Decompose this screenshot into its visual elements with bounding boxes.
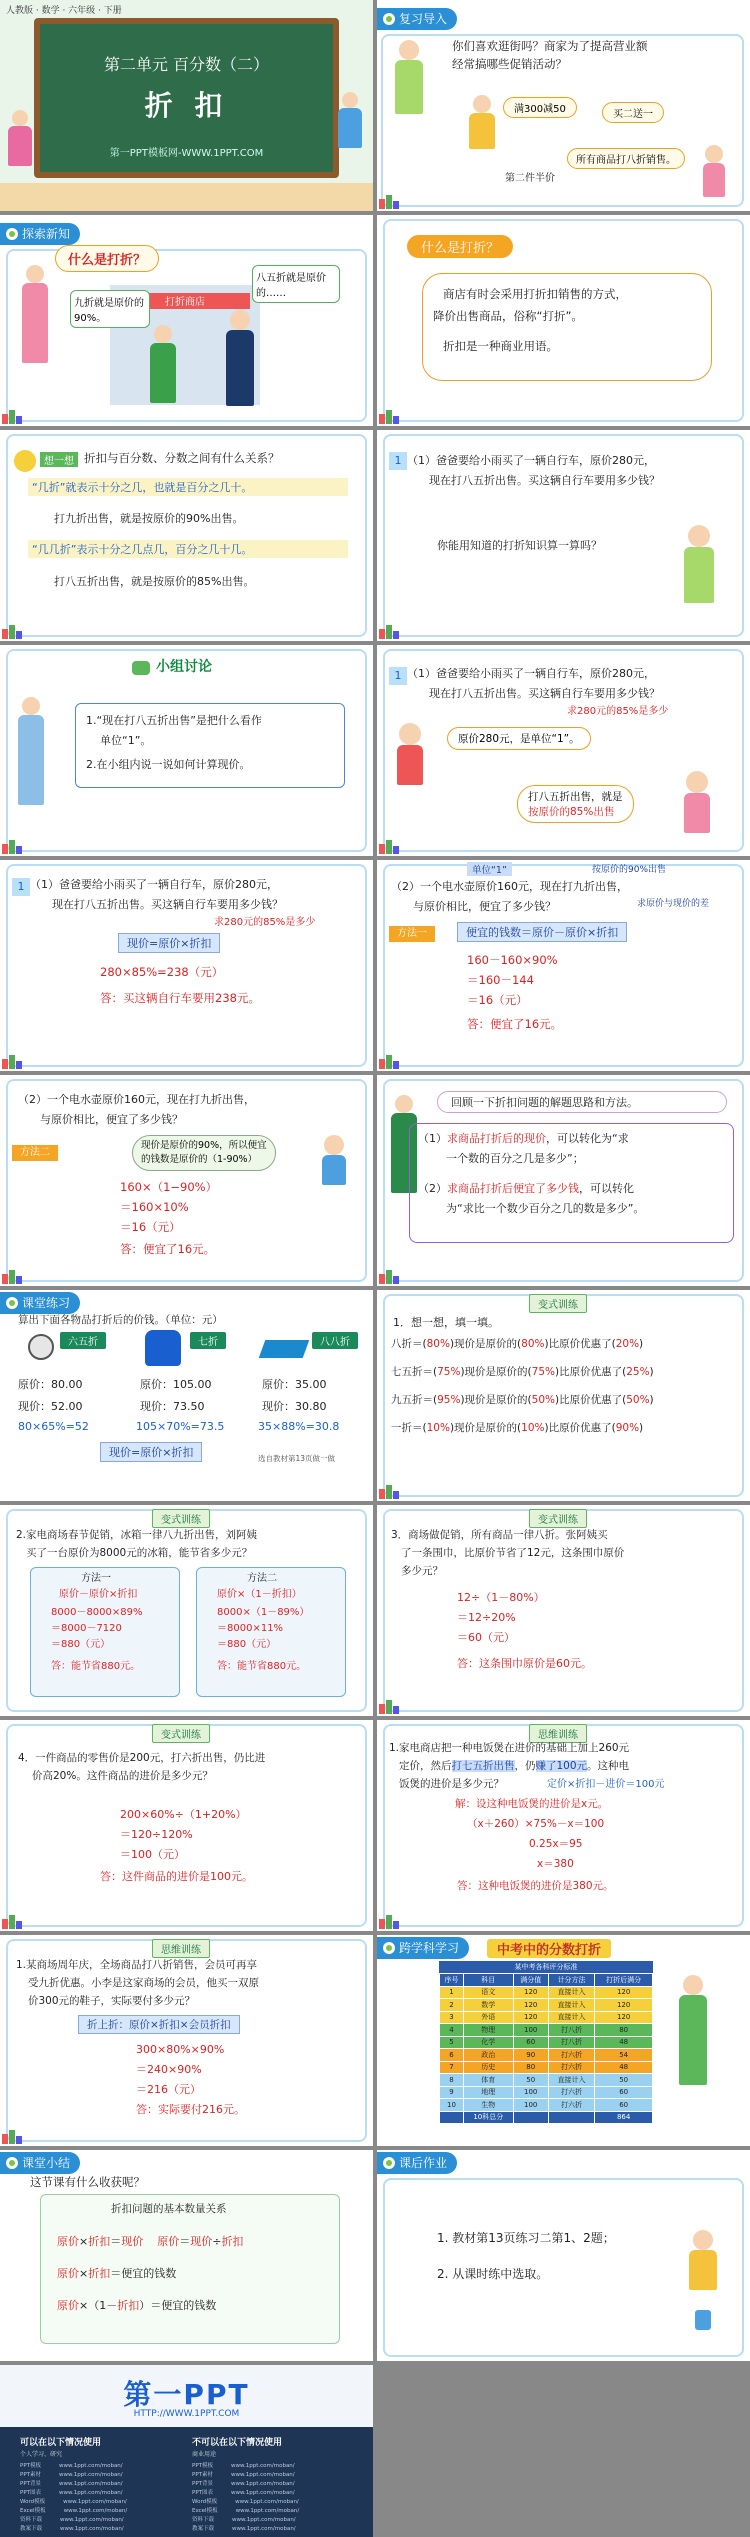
slide-example1-analysis (377, 645, 750, 856)
calc-line: ＝160－144 (467, 973, 534, 987)
promo-bubble: 买二送一 (602, 102, 664, 123)
table-cell: 120 (595, 1986, 653, 1999)
table-cell: 直接计入 (548, 2074, 594, 2087)
answer: 答：实际要付216元。 (136, 2103, 245, 2116)
question-title: 什么是打折？ (55, 245, 159, 272)
problem-line: 4．一件商品的零售价是200元，打六折出售，仍比进 (18, 1752, 266, 1764)
slide-cross-subject (377, 1935, 750, 2146)
slide-relation: 想一想 折扣与百分数、分数之间有什么关系？ “几折”就表示十分之几，也就是百分之几十。 打九折出售，就是按原价的90%出售。 “几几折”表示十分之几点几，百分之几十几。 打八五折出售，就是按原价的85%出售。 (0, 430, 373, 641)
table-cell: 打六折 (548, 2049, 594, 2062)
calc-line: ＝120÷120% (120, 1828, 193, 1841)
table-row (440, 2099, 653, 2112)
problem-line: 价高20%。这件商品的进价是多少元？ (32, 1770, 213, 1782)
table-cell: 打八折 (548, 2024, 594, 2037)
formula-box: 现价=原价×折扣 (118, 933, 220, 953)
promo-bubble: 所有商品打八折销售。 (567, 148, 685, 169)
table-cell: 60 (595, 2099, 653, 2112)
table-cell (513, 2111, 548, 2124)
chalkboard (34, 18, 339, 178)
problem-line: 受九折优惠。小李是这家商场的会员，他买一双原 (28, 1977, 259, 1989)
link-line[interactable]: 资料下载 www.1ppt.com/moban/ (192, 2517, 296, 2523)
problem-line: 现在打八五折出售。买这辆自行车要用多少钱？ (52, 898, 283, 911)
bullet-icon (6, 2157, 18, 2169)
table-cell: 100 (513, 2086, 548, 2099)
discussion-box: 1.“现在打八五折出售”是把什么看作 单位“1”。 2.在小组内说一说如何计算现价。 (75, 703, 345, 788)
bullet-icon (383, 1942, 395, 1954)
books-icon (2, 2130, 24, 2144)
annotation-tag: 按原价的90%出售 (592, 865, 667, 875)
books-icon (379, 410, 401, 424)
table-cell: 序号 (440, 1974, 464, 1987)
problem-line: 了一条围巾，比原价节省了12元，这条围巾原价 (401, 1547, 625, 1559)
table-cell: 化学 (464, 2036, 514, 2049)
bullet-icon (383, 13, 395, 25)
slide-summary (0, 2150, 373, 2361)
books-icon (2, 1055, 24, 1069)
calc-line: ＝160×10% (120, 1200, 189, 1214)
slide-variant1 (377, 1290, 750, 1501)
table-cell: 生物 (464, 2099, 514, 2112)
bullet-icon (383, 2157, 395, 2169)
table-cell: 打六折 (548, 2099, 594, 2112)
link-line[interactable]: PPT模板 www.1ppt.com/moban/ (20, 2463, 123, 2469)
slide-homework (377, 2150, 750, 2361)
table-row (440, 2049, 653, 2062)
example-number: 1 (389, 452, 407, 470)
slide-variant4 (0, 1720, 373, 1931)
desk (0, 183, 373, 211)
link-line[interactable]: PPT素材 www.1ppt.com/moban/ (20, 2472, 123, 2478)
speech-bubble: 九折就是原价的90%。 (70, 290, 150, 328)
link-line[interactable]: 教案下载 www.1ppt.com/moban/ (20, 2526, 124, 2532)
method-label: 方法二 (12, 1145, 58, 1161)
problem-line: 与原价相比，便宜了多少钱？ (413, 900, 556, 913)
summary-question: 这节课有什么收获呢？ (30, 2175, 145, 2189)
exercise-title: 1．想一想，填一填。 (393, 1316, 499, 1329)
calculation: 80×65%=52 (18, 1420, 89, 1433)
slide-practice (0, 1290, 373, 1501)
table-cell: 10科总分 (464, 2111, 514, 2124)
original-price: 原价：35.00 (262, 1378, 327, 1391)
problem-line: 1.某商场周年庆，全场商品打八折销售，会员可再享 (16, 1959, 258, 1971)
score-table (439, 1973, 653, 2124)
link-line[interactable]: PPT素材 www.1ppt.com/moban/ (192, 2472, 295, 2478)
table-cell: 3 (440, 2011, 464, 2024)
hint-note: 求280元的85%是多少 (567, 706, 669, 717)
training-tag: 变式训练 (152, 1724, 210, 1743)
books-icon (379, 1700, 401, 1714)
speech-bubble: 八五折就是原价的…… (252, 265, 340, 303)
table-cell: 80 (595, 2024, 653, 2037)
section-header: 探索新知 (0, 223, 80, 245)
slide-cover (0, 0, 373, 211)
answer: 答：买这辆自行车要用238元。 (100, 991, 260, 1005)
calc-line: 160×（1−90%） (120, 1180, 218, 1194)
link-line[interactable]: Excel模板 www.1ppt.com/moban/ (20, 2508, 128, 2514)
calc-line: 160－160×90% (467, 953, 558, 967)
slide-thinking1 (377, 1720, 750, 1931)
annotation-tag: 求原价与现价的差 (637, 899, 710, 909)
current-price: 现价：73.50 (140, 1400, 205, 1413)
table-row (440, 2074, 653, 2087)
explanation-line: 打九折出售，就是按原价的90%出售。 (54, 512, 244, 525)
ball-icon (28, 1334, 54, 1360)
allowed-title: 可以在以下情况使用 (20, 2438, 102, 2448)
solution-line: （x＋260）×75%－x＝100 (467, 1818, 605, 1830)
lightbulb-icon (14, 450, 36, 472)
link-line[interactable]: PPT图表 www.1ppt.com/moban/ (20, 2490, 123, 2496)
relation-row: 原价×折扣＝现价 原价＝现价÷折扣 (57, 2235, 244, 2248)
books-icon (379, 1915, 401, 1929)
section-header: 复习导入 (377, 8, 457, 30)
calc-line: 12÷（1－80%） (457, 1591, 545, 1604)
table-cell: 历史 (464, 2061, 514, 2074)
table-cell: 科目 (464, 1974, 514, 1987)
slide-example1-solution (0, 860, 373, 1071)
calc-line: 200×60%÷（1+20%） (120, 1808, 247, 1821)
example-number: 1 (389, 667, 407, 685)
table-cell: 8 (440, 2074, 464, 2087)
answer: 答：这种电饭煲的进价是380元。 (457, 1880, 614, 1892)
table-cell: 60 (513, 2036, 548, 2049)
link-line[interactable]: 教案下载 www.1ppt.com/moban/ (192, 2526, 296, 2532)
table-row (440, 1999, 653, 2012)
group-icon (132, 661, 150, 675)
slide-variant3 (377, 1505, 750, 1716)
link-line[interactable]: Excel模板 www.1ppt.com/moban/ (192, 2508, 300, 2514)
table-cell: 计分方法 (548, 1974, 594, 1987)
problem-line: （1）爸爸要给小雨买了一辆自行车，原价280元， (407, 667, 655, 680)
books-icon (2, 410, 24, 424)
problem-line: 多少元？ (401, 1565, 443, 1577)
books-icon (379, 1270, 401, 1284)
slide-example2-method1 (377, 860, 750, 1071)
relation-row: 原价×（1－折扣）＝便宜的钱数 (57, 2299, 217, 2312)
link-line[interactable]: PPT图表 www.1ppt.com/moban/ (192, 2490, 295, 2496)
solution-line: 解：设这种电饭煲的进价是x元。 (455, 1798, 609, 1810)
answer: 答：便宜了16元。 (120, 1242, 216, 1256)
unit-title: 第二单元 百分数（二） (103, 55, 270, 74)
promo-bubble: 满300减50 (503, 97, 577, 118)
books-icon (2, 1915, 24, 1929)
section-header: 课后作业 (377, 2152, 457, 2174)
training-tag: 变式训练 (529, 1294, 587, 1313)
link-line[interactable]: Word模板 www.1ppt.com/moban/ (192, 2499, 299, 2505)
problem-line: 现在打八五折出售。买这辆自行车要用多少钱？ (429, 474, 660, 487)
link-line[interactable]: Word模板 www.1ppt.com/moban/ (20, 2499, 127, 2505)
table-cell: 1 (440, 1986, 464, 1999)
slide-thinking2 (0, 1935, 373, 2146)
solution-line: 0.25x＝95 (529, 1838, 583, 1850)
table-cell: 120 (513, 1999, 548, 2012)
table-cell: 数学 (464, 1999, 514, 2012)
discount-tag: 七折 (190, 1332, 226, 1349)
table-row (440, 2111, 653, 2124)
bullet-icon (6, 1297, 18, 1309)
book-icon (259, 1340, 310, 1358)
books-icon (379, 195, 401, 209)
books-icon (379, 1055, 401, 1069)
table-cell: 48 (595, 2061, 653, 2074)
table-cell: 语文 (464, 1986, 514, 1999)
table-cell: 10 (440, 2099, 464, 2112)
method-label: 方法一 (389, 926, 435, 942)
problem-line: （1）爸爸要给小雨买了一辆自行车，原价280元， (407, 454, 655, 467)
table-row (440, 2011, 653, 2024)
explanation-line: 打八五折出售，就是按原价的85%出售。 (54, 575, 255, 588)
original-price: 原价：80.00 (18, 1378, 83, 1391)
speech-bubble: 现价是原价的90%，所以便宜 的钱数是原价的（1-90%） (132, 1135, 276, 1171)
table-row (440, 2024, 653, 2037)
slide-explore (0, 215, 373, 426)
table-cell (548, 2111, 594, 2124)
training-tag: 变式训练 (529, 1509, 587, 1528)
calc-line: ＝60（元） (457, 1631, 515, 1644)
logo-url: HTTP://WWW.1PPT.COM (133, 2409, 240, 2419)
training-tag: 变式训练 (152, 1509, 210, 1528)
question-line: 经常搞哪些促销活动？ (452, 57, 567, 71)
books-icon (2, 840, 24, 854)
calc-line: 300×80%×90% (136, 2043, 225, 2056)
slide-example1 (377, 430, 750, 641)
table-cell: 54 (595, 2049, 653, 2062)
table-row (440, 1974, 653, 1987)
section-header: 课堂小结 (0, 2152, 80, 2174)
books-icon (379, 840, 401, 854)
problem-line: 2.家电商场春节促销，冰箱一律八九折出售，刘阿姨 (16, 1529, 258, 1541)
books-icon (379, 1485, 401, 1499)
table-row (440, 2061, 653, 2074)
table-cell: 100 (513, 2024, 548, 2037)
calculation: 280×85%=238（元） (100, 965, 224, 979)
topic-title: 中考中的分数打折 (487, 1939, 611, 1958)
table-cell: 7 (440, 2061, 464, 2074)
calc-line: ＝240×90% (136, 2063, 202, 2076)
review-prompt: 回顾一下折扣问题的解题思路和方法。 (451, 1096, 638, 1109)
definition-box: 商店有时会采用打折扣销售的方式， 降价出售商品，俗称“打折”。 折扣是一种商业用语。 (422, 273, 712, 381)
problem-line: 买了一台原价为8000元的冰箱，能节省多少元？ (26, 1547, 253, 1559)
table-cell: 120 (595, 2011, 653, 2024)
training-tag: 思维训练 (152, 1939, 210, 1958)
relation-row: 原价×折扣＝便宜的钱数 (57, 2267, 177, 2280)
current-price: 现价：52.00 (18, 1400, 83, 1413)
problem-line: 1.家电商店把一种电饭煲在进价的基础上加上260元 (389, 1742, 630, 1754)
table-cell: 打六折 (548, 2061, 594, 2074)
table-cell: 120 (513, 1986, 548, 1999)
table-cell: 9 (440, 2086, 464, 2099)
table-cell: 60 (595, 2086, 653, 2099)
calc-line: ＝16（元） (467, 993, 528, 1007)
hint-note: 求280元的85%是多少 (214, 917, 316, 928)
table-cell: 80 (513, 2061, 548, 2074)
table-row (440, 1986, 653, 1999)
table-cell: 地理 (464, 2086, 514, 2099)
discount-tag: 六五折 (60, 1332, 106, 1349)
table-cell: 打折后满分 (595, 1974, 653, 1987)
calc-line: ＝216（元） (136, 2083, 201, 2096)
table-cell: 120 (513, 2011, 548, 2024)
slide-end: 第一PPT HTTP://WWW.1PPT.COM 可以在以下情况使用 不可以在以下情况使用 个人学习、研究 商业用途 PPT模板 www.1ppt.com/moban/ PPT模板 www.1ppt.com/moban/ PPT素材 www.1ppt.com/moban/ PPT素材 www.1ppt.com/moban/ PPT背景 www.1ppt.com/moban/ PPT背景 www.1ppt.com/moban/ PPT图表 www.1ppt.com/moban/ PPT图表 www.1ppt.com/moban/ Word模板 www.1ppt.com/moban/ Word模板 www.1ppt.com/moban/ Excel模板 www.1ppt.com/moban/ Excel模板 www.1ppt.com/moban/ 资料下载 www.1ppt.com/moban/ 资料下载 www.1ppt.com/moban/ 教案下载 www.1ppt.com/moban/ 教案下载 www.1ppt.com/moban/ (0, 2365, 373, 2537)
annotation-tag: 单位“1” (467, 862, 512, 876)
link-line[interactable]: PPT背景 www.1ppt.com/moban/ (20, 2481, 123, 2487)
homework-item: 1. 教材第13页练习二第1、2题； (437, 2231, 615, 2245)
homework-item: 2. 从课时练中选取。 (437, 2267, 549, 2281)
problem-line: 饭煲的进价是多少元？ (399, 1778, 504, 1790)
books-icon (2, 625, 24, 639)
table-caption: 某中考各科评分标准 (439, 1961, 653, 1973)
table-cell: 48 (595, 2036, 653, 2049)
formula-box: 便宜的钱数＝原价－原价×折扣 (457, 922, 627, 942)
section-header: 跨学科学习 (377, 1937, 469, 1959)
slide-review-methods (377, 1075, 750, 1286)
training-tag: 思维训练 (529, 1724, 587, 1743)
calc-line: ＝100（元） (120, 1848, 185, 1861)
table-cell: 直接计入 (548, 1999, 594, 2012)
table-cell: 满分值 (513, 1974, 548, 1987)
summary-box: 折扣问题的基本数量关系 原价×折扣＝现价 原价＝现价÷折扣 原价×折扣＝便宜的钱数 原价×（1－折扣）＝便宜的钱数 (40, 2194, 340, 2344)
books-icon (379, 625, 401, 639)
discount-tag: 八八折 (312, 1332, 358, 1349)
slide-review (377, 0, 750, 211)
solution-line: x＝380 (537, 1858, 574, 1870)
table-cell: 直接计入 (548, 2011, 594, 2024)
table-cell: 打八折 (548, 2036, 594, 2049)
question-line: 你们喜欢逛街吗？商家为了提高营业额 (452, 39, 648, 53)
fill-row: 八折＝(80%)现价是原价的(80%)比原价优惠了(20%) (391, 1338, 644, 1350)
problem-line: 3．商场做促销，所有商品一律八折。张阿姨买 (391, 1529, 608, 1541)
think-tag: 想一想 (40, 452, 78, 467)
table-cell: 体育 (464, 2074, 514, 2087)
problem-line: 定价，然后打七五折出售，仍赚了100元。这种电 (399, 1760, 630, 1772)
table-row (440, 2036, 653, 2049)
table-row (440, 2086, 653, 2099)
calculation: 105×70%=73.5 (136, 1420, 225, 1433)
exercise-title: 算出下面各物品打折后的价钱。（单位：元） (18, 1314, 223, 1326)
problem-line: （2）一个电水壶原价160元，现在打九折出售， (391, 880, 628, 893)
table-cell: 2 (440, 1999, 464, 2012)
method1-box: 方法一 原价－原价×折扣 8000－8000×89% ＝8000－7120 ＝880（元） 答：能节省880元。 (30, 1567, 180, 1697)
problem-line: （1）爸爸要给小雨买了一辆自行车，原价280元， (30, 878, 278, 891)
problem-line: 与原价相比，便宜了多少钱？ (40, 1113, 183, 1126)
slide-variant2 (0, 1505, 373, 1716)
backpack-icon (145, 1330, 181, 1366)
fill-row: 九五折＝(95%)现价是原价的(50%)比原价优惠了(50%) (391, 1394, 654, 1406)
table-cell: 864 (595, 2111, 653, 2124)
source-note: 选自教材第13页做一做 (258, 1454, 336, 1463)
table-cell: 物理 (464, 2024, 514, 2037)
promo-text: 第二件半价 (505, 173, 555, 184)
table-cell (440, 2111, 464, 2124)
shop-sign: 打折商店 (120, 293, 250, 309)
logo: 第一PPT (123, 2378, 250, 2411)
pencil-icon (695, 2310, 711, 2330)
method-summary: （1）求商品打折后的现价，可以转化为“求 一个数的百分之几是多少”； （2）求商品打折后便宜了多少钱，可以转化 为“求比一个数少百分之几的数是多少”。 (409, 1123, 734, 1243)
relation-formula: 定价×折扣－进价＝100元 (547, 1779, 665, 1790)
problem-line: 现在打八五折出售。买这辆自行车要用多少钱？ (429, 687, 660, 700)
question-line: 折扣与百分数、分数之间有什么关系？ (84, 451, 280, 465)
formula-box: 折上折：原价×折扣×会员折扣 (78, 2015, 240, 2034)
table-cell: 外语 (464, 2011, 514, 2024)
link-line[interactable]: 资料下载 www.1ppt.com/moban/ (20, 2517, 124, 2523)
table-cell: 直接计入 (548, 1986, 594, 1999)
original-price: 原价：105.00 (140, 1378, 212, 1391)
table-cell: 90 (513, 2049, 548, 2062)
discussion-title: 小组讨论 (156, 659, 212, 675)
lesson-title: 折 扣 (144, 89, 229, 122)
problem-line: 价300元的鞋子，实际要付多少元？ (28, 1995, 196, 2007)
prompt-line: 你能用知道的打折知识算一算吗？ (437, 539, 602, 552)
section-header: 课堂练习 (0, 1292, 80, 1314)
slide-discussion (0, 645, 373, 856)
site-label: 第一PPT模板网-WWW.1PPT.COM (109, 148, 264, 159)
answer: 答：这条围巾原价是60元。 (457, 1657, 592, 1670)
slide-definition (377, 215, 750, 426)
table-cell: 6 (440, 2049, 464, 2062)
answer: 答：这件商品的进价是100元。 (100, 1870, 253, 1883)
table-cell: 50 (595, 2074, 653, 2087)
slide-example2-method2 (0, 1075, 373, 1286)
table-cell: 4 (440, 2024, 464, 2037)
table-cell: 政治 (464, 2049, 514, 2062)
calc-line: ＝12÷20% (457, 1611, 516, 1624)
books-icon (2, 1270, 24, 1284)
speech-bubble: 原价280元，是单位“1”。 (447, 727, 591, 750)
table-cell: 120 (595, 1999, 653, 2012)
question-title: 什么是打折？ (407, 235, 513, 258)
calculation: 35×88%=30.8 (258, 1420, 340, 1433)
link-line[interactable]: PPT背景 www.1ppt.com/moban/ (192, 2481, 295, 2487)
table-cell: 100 (513, 2099, 548, 2112)
formula-box: 现价=原价×折扣 (100, 1442, 202, 1462)
method2-box: 方法二 原价×（1－折扣） 8000×（1－89%） ＝8000×11% ＝880（元） 答：能节省880元。 (196, 1567, 346, 1697)
problem-line: （2）一个电水壶原价160元，现在打九折出售， (18, 1093, 255, 1106)
forbidden-title: 不可以在以下情况使用 (192, 2438, 283, 2448)
bullet-icon (6, 228, 18, 240)
link-line[interactable]: PPT模板 www.1ppt.com/moban/ (192, 2463, 295, 2469)
current-price: 现价：30.80 (262, 1400, 327, 1413)
answer: 答：便宜了16元。 (467, 1017, 563, 1031)
example-number: 1 (12, 878, 30, 896)
course-label: 人教版 · 数学 · 六年级 · 下册 (6, 6, 122, 16)
table-cell: 50 (513, 2074, 548, 2087)
table-cell: 打六折 (548, 2086, 594, 2099)
fill-row: 七五折＝(75%)现价是原价的(75%)比原价优惠了(25%) (391, 1366, 654, 1378)
speech-bubble: 打八五折出售，就是 按原价的85%出售 (517, 785, 634, 823)
table-cell: 5 (440, 2036, 464, 2049)
calc-line: ＝16（元） (120, 1220, 181, 1234)
fill-row: 一折＝(10%)现价是原价的(10%)比原价优惠了(90%) (391, 1422, 644, 1434)
